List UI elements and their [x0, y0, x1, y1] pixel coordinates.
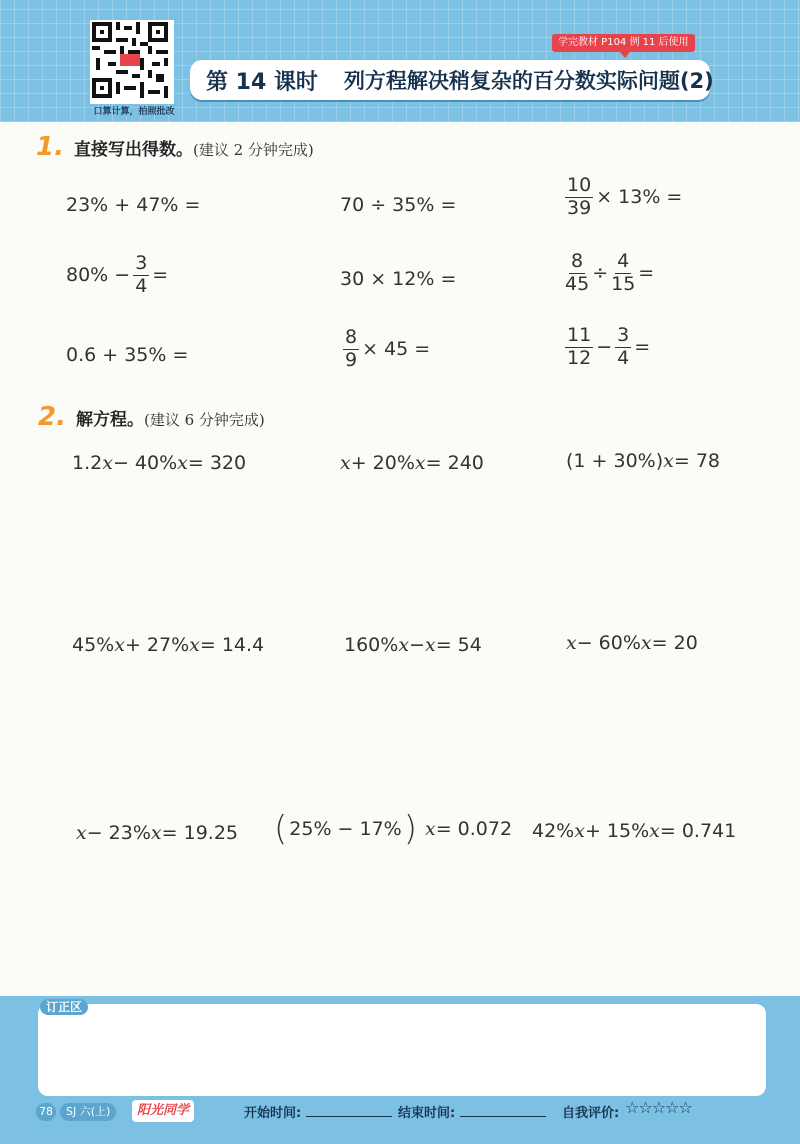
section2-hint: (建议 6 分钟完成)	[143, 411, 265, 429]
fraction	[133, 254, 149, 297]
problem-1i-rest: =	[634, 336, 651, 359]
problem-1i	[562, 326, 650, 369]
equation-6	[566, 632, 698, 654]
problem-1d-pre: 80% −	[66, 264, 131, 287]
lesson-title-box	[190, 60, 714, 100]
eq-part: = 320	[187, 452, 247, 474]
problem-1c-rest: × 13% =	[596, 186, 683, 209]
variable-x: x	[640, 632, 652, 654]
eq-part: = 14.4	[199, 634, 265, 656]
eq-part: = 0.072	[435, 818, 513, 840]
equation-3	[566, 450, 720, 472]
end-time-label: 结束时间:	[398, 1106, 456, 1121]
eq-part: − 40%	[112, 452, 178, 474]
eq-part: = 78	[673, 450, 721, 472]
eq-part: 160%	[344, 634, 399, 656]
variable-x: x	[649, 820, 660, 842]
equation-2	[340, 452, 484, 474]
eq-part: = 20	[651, 632, 698, 654]
denominator: 4	[135, 274, 148, 297]
correction-area[interactable]	[38, 1004, 766, 1096]
variable-x: x	[566, 632, 577, 654]
variable-x: x	[424, 634, 436, 656]
problem-1a-text: 23% + 47% =	[66, 194, 201, 216]
textbook-tag: 学完教材 P104 例 11 后使用	[552, 34, 695, 52]
eq-part: = 240	[425, 452, 484, 474]
variable-x: x	[150, 822, 162, 844]
equation-4	[72, 634, 264, 656]
numerator: 8	[345, 326, 358, 348]
left-paren: (	[274, 809, 288, 849]
fraction	[615, 326, 631, 369]
qr-caption: 口算计算，拍照批改	[93, 107, 175, 117]
fraction	[565, 252, 589, 295]
fraction	[343, 328, 359, 371]
equation-5	[344, 634, 482, 656]
eq-part: 25% − 17%	[289, 818, 402, 840]
section1-heading	[36, 132, 314, 162]
start-time-field[interactable]	[306, 1116, 392, 1117]
problem-1a	[66, 194, 200, 216]
problem-1h	[340, 328, 430, 371]
section1-title: 直接写出得数。	[73, 140, 193, 160]
problem-1e-text: 30 × 12% =	[340, 268, 457, 290]
problem-1b-text: 70 ÷ 35% =	[340, 194, 457, 216]
variable-x: x	[76, 822, 87, 844]
right-paren: )	[403, 809, 417, 849]
variable-x: x	[114, 634, 125, 656]
denominator: 45	[565, 272, 590, 295]
problem-1f	[562, 252, 654, 295]
eq-part: = 0.741	[659, 820, 737, 842]
operator: −	[596, 336, 613, 359]
numerator: 3	[135, 252, 148, 274]
problem-1h-rest: × 45 =	[362, 338, 431, 361]
variable-x: x	[663, 450, 674, 472]
numerator: 4	[617, 250, 630, 272]
section1-hint: (建议 2 分钟完成)	[192, 141, 314, 159]
variable-x: x	[189, 634, 200, 656]
section2-heading	[38, 402, 265, 432]
numerator: 11	[567, 324, 592, 346]
fraction	[565, 326, 593, 369]
problem-1g	[66, 344, 188, 366]
page-number: 78	[36, 1103, 56, 1121]
numerator: 8	[571, 250, 584, 272]
problem-1c	[562, 176, 682, 219]
equation-9	[532, 820, 736, 842]
eq-part: − 60%	[576, 632, 641, 654]
eq-part: + 20%	[350, 452, 415, 474]
variable-x: x	[574, 820, 585, 842]
rating-stars[interactable]: ☆☆☆☆☆	[625, 1098, 692, 1117]
problem-1f-rest: =	[638, 262, 655, 285]
qr-code[interactable]	[90, 20, 174, 104]
equation-1	[72, 452, 246, 474]
problem-1d	[66, 254, 168, 297]
fraction	[611, 252, 635, 295]
variable-x: x	[340, 452, 351, 474]
denominator: 4	[617, 346, 630, 369]
qr-code-icon	[92, 22, 168, 98]
self-eval-label: 自我评价:	[562, 1106, 620, 1121]
eq-part: 1.2	[72, 452, 103, 474]
eq-part: = 19.25	[161, 822, 238, 844]
fraction	[565, 176, 593, 219]
section1-number: 1.	[36, 132, 64, 162]
brand-logo: 阳光同学	[132, 1100, 194, 1122]
denominator: 9	[345, 348, 358, 371]
numerator: 10	[567, 174, 592, 196]
denominator: 39	[567, 196, 592, 219]
problem-1d-rest: =	[152, 264, 169, 287]
variable-x: x	[414, 452, 426, 474]
eq-part: = 54	[435, 634, 482, 656]
equation-7	[76, 822, 238, 844]
numerator: 3	[617, 324, 630, 346]
start-time-label: 开始时间:	[244, 1106, 302, 1121]
lesson-number: 第 14 课时	[206, 69, 318, 95]
problem-1e	[340, 268, 456, 290]
variable-x: x	[425, 818, 436, 840]
variable-x: x	[398, 634, 410, 656]
eq-part: + 27%	[124, 634, 190, 656]
correction-label: 订正区	[40, 999, 88, 1015]
operator: ÷	[592, 262, 609, 285]
eq-part: − 23%	[86, 822, 151, 844]
section2-title: 解方程。	[75, 410, 144, 430]
eq-part: + 15%	[584, 820, 650, 842]
section2-number: 2.	[38, 402, 66, 432]
variable-x: x	[102, 452, 113, 474]
denominator: 12	[567, 346, 592, 369]
denominator: 15	[611, 272, 636, 295]
variable-x: x	[177, 452, 188, 474]
eq-part: 42%	[532, 820, 575, 842]
problem-1g-text: 0.6 + 35% =	[66, 344, 189, 366]
problem-1b	[340, 194, 456, 216]
end-time-field[interactable]	[460, 1116, 546, 1117]
page-title: 列方程解决稍复杂的百分数实际问题(2)	[343, 69, 714, 93]
equation-8	[272, 809, 513, 849]
eq-part: 45%	[72, 634, 115, 656]
edition-label: SJ 六(上)	[60, 1103, 116, 1121]
eq-part: (1 + 30%)	[566, 450, 664, 472]
eq-part: −	[409, 634, 425, 656]
